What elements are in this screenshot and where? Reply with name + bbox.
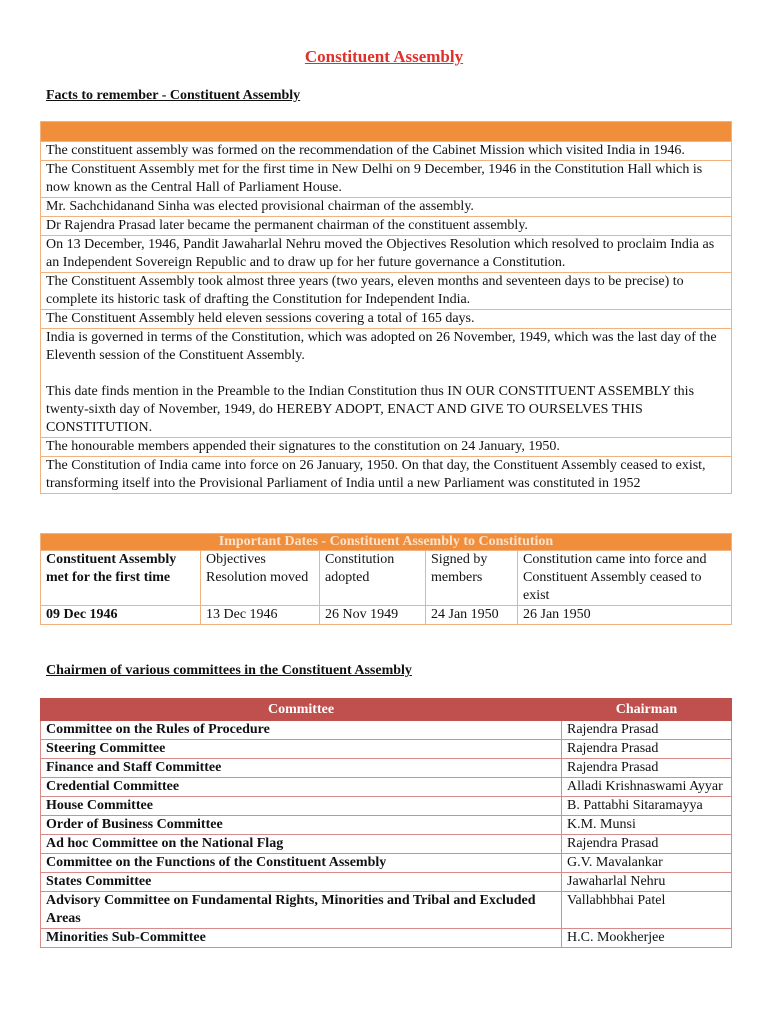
fact-row — [41, 438, 732, 457]
committee-row — [41, 929, 732, 948]
fact-cell — [41, 161, 732, 198]
committee-row — [41, 740, 732, 759]
fact-row — [41, 161, 732, 198]
committee-chairman: Vallabhbhai Patel — [562, 892, 732, 929]
committee-name: Advisory Committee on Fundamental Rights, Minorities and Tribal and Excluded Areas — [41, 892, 562, 929]
fact-cell — [41, 236, 732, 273]
date-cell: 26 Nov 1949 — [320, 606, 426, 625]
committee-chairman: Alladi Krishnaswami Ayyar — [562, 778, 732, 797]
fact-cell — [41, 273, 732, 310]
committees-heading: Chairmen of various committees in the Constituent Assembly — [46, 663, 412, 678]
date-cell: 24 Jan 1950 — [426, 606, 518, 625]
committee-chairman: H.C. Mookherjee — [562, 929, 732, 948]
committee-chairman: Rajendra Prasad — [562, 740, 732, 759]
committee-row — [41, 721, 732, 740]
fact-row — [41, 198, 732, 217]
committee-row — [41, 835, 732, 854]
committee-row — [41, 816, 732, 835]
event-cell: Signed by members — [426, 551, 518, 606]
fact-text: Dr Rajendra Prasad later became the permanent chairman of the constituent assembly. — [46, 218, 528, 233]
fact-cell — [41, 217, 732, 236]
fact-cell — [41, 198, 732, 217]
fact-cell — [41, 310, 732, 329]
chairman-header: Chairman — [562, 699, 732, 721]
fact-text: Mr. Sachchidanand Sinha was elected provisional chairman of the assembly. — [46, 199, 474, 214]
committee-chairman: Jawaharlal Nehru — [562, 873, 732, 892]
committee-row — [41, 759, 732, 778]
committee-row — [41, 854, 732, 873]
fact-cell — [41, 329, 732, 438]
committee-name: Finance and Staff Committee — [41, 759, 562, 778]
committee-name: Minorities Sub-Committee — [41, 929, 562, 948]
dates-events-row — [41, 551, 732, 606]
fact-row — [41, 273, 732, 310]
committee-row — [41, 892, 732, 929]
committee-name: Credential Committee — [41, 778, 562, 797]
fact-text: The honourable members appended their signatures to the constitution on 24 January, 1950. — [46, 439, 560, 454]
fact-text: This date finds mention in the Preamble to the Indian Constitution thus IN OUR CONSTITUENT ASSEMBLY this twenty-sixth day of November, 1949, do HEREBY ADOPT, ENACT AND GIVE TO OURSELVES THIS CONSTITUTION. — [46, 384, 695, 435]
fact-text: On 13 December, 1946, Pandit Jawaharlal Nehru moved the Objectives Resolution which resolved to proclaim India as an Independent Sovereign Republic and to draw up for her future governance a Constitution. — [46, 237, 715, 270]
date-cell: 26 Jan 1950 — [518, 606, 732, 625]
committee-chairman: Rajendra Prasad — [562, 759, 732, 778]
facts-heading: Facts to remember - Constituent Assembly — [46, 88, 301, 103]
fact-text: The constituent assembly was formed on the recommendation of the Cabinet Mission which visited India in 1946. — [46, 143, 685, 158]
committee-chairman: Rajendra Prasad — [562, 835, 732, 854]
committee-chairman: G.V. Mavalankar — [562, 854, 732, 873]
committee-chairman: Rajendra Prasad — [562, 721, 732, 740]
committee-name: Committee on the Functions of the Constituent Assembly — [41, 854, 562, 873]
dates-values-row — [41, 606, 732, 625]
fact-text: The Constituent Assembly took almost three years (two years, eleven months and seventeen days to be precise) to complete its historic task of drafting the Constitution for Independent India. — [46, 274, 684, 307]
date-cell: 09 Dec 1946 — [41, 606, 201, 625]
fact-row — [41, 217, 732, 236]
committee-name: States Committee — [41, 873, 562, 892]
fact-text: India is governed in terms of the Constitution, which was adopted on 26 November, 1949, which was the last day of the Eleventh session of the Constituent Assembly. — [46, 330, 717, 363]
fact-row — [41, 310, 732, 329]
event-cell: Constitution came into force and Constituent Assembly ceased to exist — [518, 551, 732, 606]
facts-table-header — [41, 122, 732, 142]
committee-name: House Committee — [41, 797, 562, 816]
fact-row — [41, 142, 732, 161]
committee-chairman: B. Pattabhi Sitaramayya — [562, 797, 732, 816]
facts-table — [40, 121, 732, 494]
dates-table-title: Important Dates - Constituent Assembly to Constitution — [41, 534, 732, 551]
committee-header: Committee — [41, 699, 562, 721]
event-cell: Objectives Resolution moved — [201, 551, 320, 606]
fact-row — [41, 329, 732, 438]
committee-name: Order of Business Committee — [41, 816, 562, 835]
committee-name: Committee on the Rules of Procedure — [41, 721, 562, 740]
fact-cell — [41, 457, 732, 494]
fact-cell — [41, 438, 732, 457]
committees-table — [40, 698, 732, 948]
fact-text: The Constituent Assembly held eleven sessions covering a total of 165 days. — [46, 311, 475, 326]
fact-text: The Constitution of India came into force on 26 January, 1950. On that day, the Constituent Assembly ceased to exist, transforming itself into the Provisional Parliament of India until a new Parliament was constituted in 1952 — [46, 458, 706, 491]
committee-row — [41, 873, 732, 892]
committee-row — [41, 797, 732, 816]
event-cell: Constituent Assembly met for the first time — [41, 551, 201, 606]
date-cell: 13 Dec 1946 — [201, 606, 320, 625]
fact-row — [41, 236, 732, 273]
fact-cell — [41, 142, 732, 161]
committee-name: Steering Committee — [41, 740, 562, 759]
dates-table — [40, 533, 732, 625]
page-title: Constituent Assembly — [304, 47, 464, 66]
fact-text: The Constituent Assembly met for the first time in New Delhi on 9 December, 1946 in the Constitution Hall which is now known as the Central Hall of Parliament House. — [46, 162, 703, 195]
fact-row — [41, 457, 732, 494]
committee-name: Ad hoc Committee on the National Flag — [41, 835, 562, 854]
event-cell: Constitution adopted — [320, 551, 426, 606]
committee-row — [41, 778, 732, 797]
committee-chairman: K.M. Munsi — [562, 816, 732, 835]
